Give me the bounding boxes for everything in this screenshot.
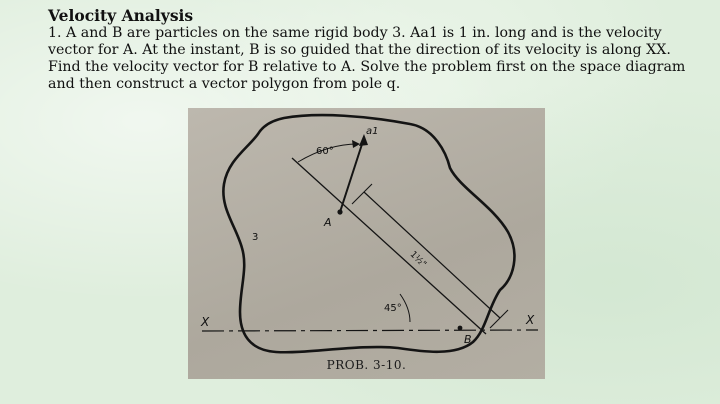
rigid-body-outline [223, 115, 514, 352]
point-a-dot [337, 209, 342, 214]
slide-title: Velocity Analysis [48, 6, 194, 25]
rigid-body-diagram [188, 108, 545, 379]
dimension-tick-bottom [490, 310, 508, 328]
x-left-label: X [201, 315, 210, 329]
vector-a1-label: a1 [366, 126, 379, 137]
angle-60-arrowhead [352, 140, 360, 148]
angle-45-label: 45° [384, 303, 402, 314]
point-a-label: A [324, 216, 332, 229]
point-b-label: B [464, 333, 472, 346]
velocity-vector-aa1 [340, 138, 364, 212]
problem-statement: 1. A and B are particles on the same rigid body 3. Aa1 is 1 in. long and is the velocity vector for A. At the instant, B is so guided that the direction of its velocity is along XX. Find the velocity vector for B relative to A. Solve the problem first on the space diagram and then construct a vector polygon from pole q. [48, 25, 686, 92]
dimension-tick-top [352, 184, 372, 204]
length-label: 1½" [407, 249, 428, 270]
body-number-label: 3 [252, 232, 259, 243]
problem-figure [188, 108, 545, 379]
slide-text [48, 6, 698, 93]
figure-caption: PROB. 3-10. [326, 358, 407, 372]
angle-60-label: 60° [316, 146, 334, 157]
dimension-line [364, 192, 500, 318]
x-right-label: X [526, 313, 535, 327]
guide-line-xx [202, 330, 538, 331]
